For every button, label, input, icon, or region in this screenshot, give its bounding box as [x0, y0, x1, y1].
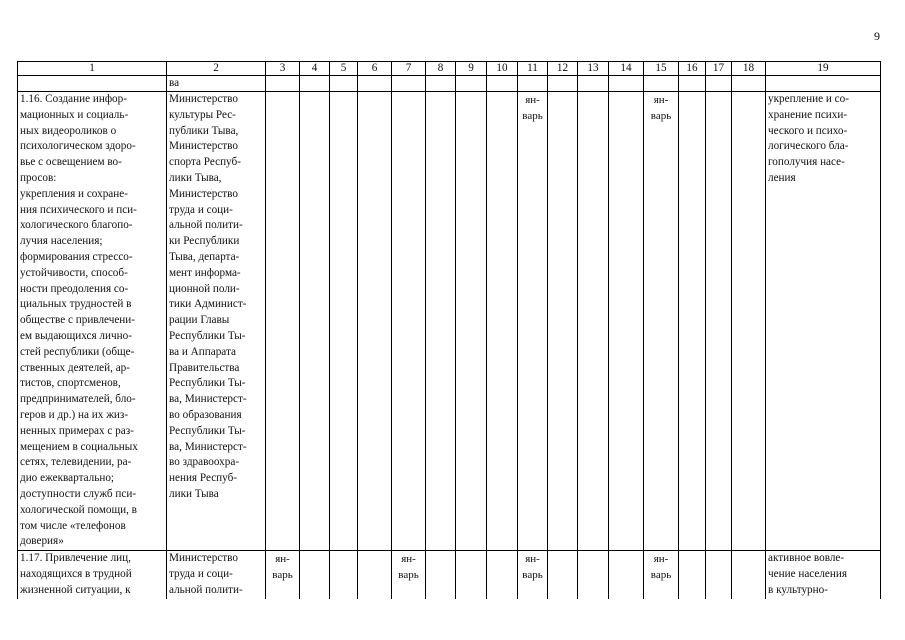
measure-cell-line: психологическом здоро-	[20, 140, 136, 153]
table-row	[18, 92, 881, 551]
executors-cell-line: альной полити-	[169, 219, 243, 232]
measure-cell-line: ния психического и пси-	[20, 203, 137, 216]
measure-cell-line: доверия»	[20, 535, 64, 548]
month-cell	[706, 92, 732, 551]
month-cell	[578, 551, 609, 599]
cell	[706, 76, 732, 92]
result-cell-line: укрепление и со-	[768, 93, 849, 105]
header-cell: 14	[609, 62, 644, 76]
continued-executor-text: ва	[167, 76, 266, 92]
executors-cell-line: ки Республики	[169, 235, 240, 248]
result-cell-line: чение населения	[768, 567, 848, 580]
executors-cell-line: во здравоохра-	[169, 456, 240, 469]
month-cell	[330, 551, 358, 599]
measure-cell-line: хологического благопо-	[20, 219, 133, 232]
month-cell	[609, 551, 644, 599]
header-cell: 8	[426, 62, 456, 76]
month-cell	[578, 92, 609, 551]
month-cell	[330, 92, 358, 551]
measure-cell-line: предпринимателей, бло-	[20, 393, 136, 406]
measure-cell-line: укрепления и сохране-	[20, 187, 128, 200]
executors-cell-line: ва, Министерст-	[169, 393, 247, 406]
result-cell-line: гополучия насе-	[768, 156, 845, 169]
cell	[578, 76, 609, 92]
result-cell	[766, 92, 881, 551]
executors-cell-line: культуры Рес-	[169, 108, 236, 121]
deadline-month: ян- варь	[272, 553, 293, 582]
month-cell	[392, 551, 426, 599]
measure-cell-line: 1.17. Привлечение лиц,	[20, 552, 131, 565]
cell	[766, 76, 881, 92]
measure-cell-line: ных видеороликов о	[20, 124, 117, 137]
month-cell	[358, 551, 392, 599]
deadline-month: ян- варь	[522, 553, 543, 582]
cell	[358, 76, 392, 92]
header-cell: 17	[706, 62, 732, 76]
month-cell	[358, 92, 392, 551]
executors-cell-line: Министерство	[169, 552, 238, 565]
executors-cell-line: спорта Респуб-	[169, 156, 241, 169]
plan-table	[17, 61, 881, 599]
month-cell	[487, 92, 518, 551]
measure-cell-line: ственных деятелей, ар-	[20, 361, 130, 374]
month-cell	[518, 551, 548, 599]
executors-cell-line: Министерство	[169, 187, 238, 200]
executors-cell-line: труда и соци-	[169, 203, 233, 216]
cell	[644, 76, 679, 92]
measure-cell-line: хологической помощи, в	[20, 503, 137, 516]
header-cell: 9	[456, 62, 487, 76]
executors-cell-line: Республики Ты-	[169, 377, 246, 390]
month-cell	[679, 92, 706, 551]
measure-cell-line: обществе с привлечени-	[20, 314, 136, 327]
header-cell: 1	[18, 62, 167, 76]
month-cell	[609, 92, 644, 551]
executors-cell-line: рации Главы	[169, 314, 230, 327]
header-cell: 12	[548, 62, 578, 76]
header-cell: 16	[679, 62, 706, 76]
measure-cell-line: находящихся в трудной	[20, 567, 132, 580]
executors-cell-line: лики Тыва,	[169, 171, 222, 184]
month-cell	[487, 551, 518, 599]
measure-cell-line: жизненной ситуации, к	[20, 583, 131, 596]
cell	[266, 76, 300, 92]
executors-cell-line: Республики Ты-	[169, 424, 246, 437]
executors-cell-line: Тыва, департа-	[169, 250, 240, 263]
month-cell	[644, 92, 679, 551]
measure-cell-line: мещением в социальных	[20, 440, 138, 453]
cell	[392, 76, 426, 92]
executors-cell-line: ва и Аппарата	[169, 345, 236, 358]
month-cell	[679, 551, 706, 599]
month-cell	[266, 551, 300, 599]
month-cell	[548, 92, 578, 551]
cell	[732, 76, 766, 92]
result-cell-line: хранение психи-	[768, 108, 848, 121]
header-cell: 6	[358, 62, 392, 76]
measure-cell-line: тистов, спортсменов,	[20, 377, 121, 390]
month-cell	[518, 92, 548, 551]
executors-cell-line: Правительства	[169, 361, 240, 374]
executors-cell-line: во образования	[169, 408, 242, 421]
measure-cell-line: сетях, телевидении, ра-	[20, 456, 132, 469]
measure-cell-line: геров и др.) на их жиз-	[20, 408, 129, 421]
header-cell: 13	[578, 62, 609, 76]
header-cell: 11	[518, 62, 548, 76]
executors-cell-line: ва, Министерст-	[169, 440, 247, 453]
month-cell	[300, 551, 330, 599]
month-cell	[732, 92, 766, 551]
month-cell	[426, 551, 456, 599]
measure-cell-line: 1.16. Создание инфор-	[20, 93, 127, 105]
measure-cell-line: доступности служб пси-	[20, 487, 137, 500]
measure-cell-line: ности преодоления со-	[20, 282, 129, 295]
executors-cell-line: публики Тыва,	[169, 124, 239, 137]
cell	[300, 76, 330, 92]
measure-cell-line: вье с освещением во-	[20, 156, 122, 169]
executors-cell-line: труда и соци-	[169, 567, 233, 580]
page-number: 9	[874, 29, 880, 43]
measure-cell-line: мационных и социаль-	[20, 108, 129, 121]
measure-cell-line: лучия населения;	[20, 235, 103, 248]
measure-cell-line: формирования стрессо-	[20, 250, 133, 263]
cell	[548, 76, 578, 92]
measure-cell-line: том числе «телефонов	[20, 519, 126, 532]
executors-cell-line: Республики Ты-	[169, 329, 246, 342]
month-cell	[426, 92, 456, 551]
executors-cell-line: лики Тыва	[169, 487, 219, 500]
measure-cell-line: просов:	[20, 171, 57, 184]
continuation-row	[18, 76, 881, 92]
month-cell	[706, 551, 732, 599]
executors-cell-line: альной полити-	[169, 583, 243, 596]
table-row	[18, 551, 881, 599]
month-cell	[644, 551, 679, 599]
result-cell-line: ческого и психо-	[768, 124, 848, 137]
cell	[330, 76, 358, 92]
header-cell: 4	[300, 62, 330, 76]
header-cell: 2	[167, 62, 266, 76]
month-cell	[548, 551, 578, 599]
header-cell: 19	[766, 62, 881, 76]
executors-cell-line: Министерство	[169, 93, 238, 105]
header-cell: 10	[487, 62, 518, 76]
measure-cell	[18, 551, 167, 599]
result-cell-line: ления	[768, 171, 796, 184]
header-cell: 15	[644, 62, 679, 76]
month-cell	[266, 92, 300, 551]
executors-cell	[167, 92, 266, 551]
month-cell	[300, 92, 330, 551]
measure-cell-line: ем выдающихся лично-	[20, 329, 132, 342]
cell	[518, 76, 548, 92]
header-cell: 5	[330, 62, 358, 76]
measure-cell-line: стей республики (обще-	[20, 345, 135, 358]
deadline-month: ян- варь	[650, 94, 672, 122]
header-cell: 3	[266, 62, 300, 76]
result-cell-line: активное вовле-	[768, 552, 845, 565]
executors-cell-line: мент информа-	[169, 266, 241, 279]
executors-cell	[167, 551, 266, 599]
cell	[609, 76, 644, 92]
executors-cell-line: ционной поли-	[169, 282, 240, 295]
measure-cell-line: дио ежеквартально;	[20, 472, 115, 485]
month-cell	[732, 551, 766, 599]
measure-cell	[18, 92, 167, 551]
deadline-month: ян- варь	[522, 94, 543, 122]
result-cell-line: логического бла-	[768, 140, 849, 153]
month-cell	[392, 92, 426, 551]
cell	[426, 76, 456, 92]
cell	[679, 76, 706, 92]
cell	[487, 76, 518, 92]
month-cell	[456, 551, 487, 599]
result-cell	[766, 551, 881, 599]
header-cell: 18	[732, 62, 766, 76]
header-cell: 7	[392, 62, 426, 76]
measure-cell-line: ненных примерах с раз-	[20, 424, 134, 437]
executors-cell-line: нения Респуб-	[169, 472, 238, 485]
executors-cell-line: тики Админист-	[169, 298, 247, 311]
measure-cell-line: устойчивости, способ-	[20, 266, 128, 279]
cell	[18, 76, 167, 92]
header-row	[18, 62, 881, 76]
result-cell-line: в культурно-	[768, 583, 828, 596]
deadline-month: ян- варь	[398, 553, 419, 582]
measure-cell-line: циальных трудностей в	[20, 298, 132, 311]
executors-cell-line: Министерство	[169, 140, 238, 153]
month-cell	[456, 92, 487, 551]
cell	[456, 76, 487, 92]
deadline-month: ян- варь	[650, 553, 672, 582]
